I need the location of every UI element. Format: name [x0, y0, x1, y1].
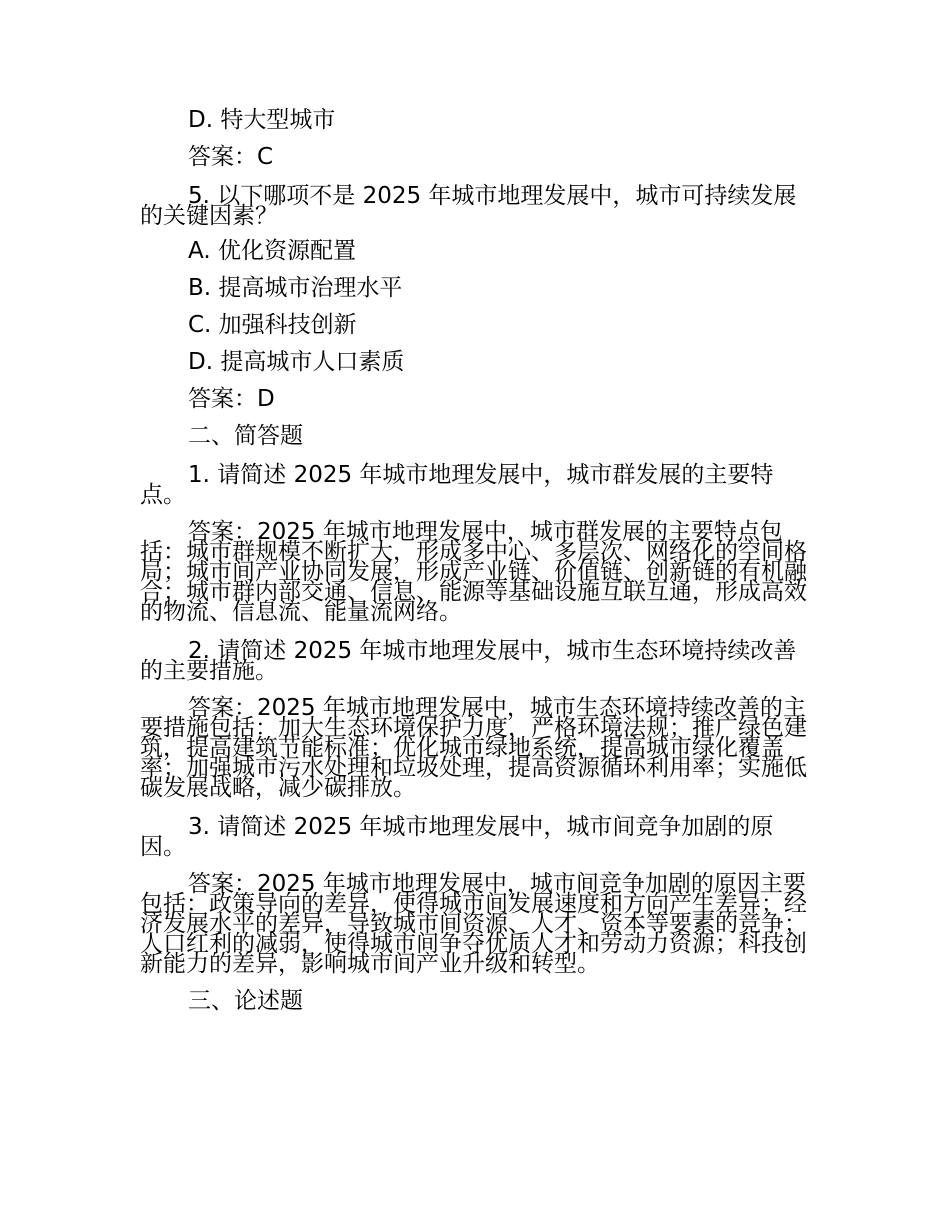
answer-q5: 答案：D [188, 386, 275, 412]
short-answer-answer-2: 答案：2025 年城市地理发展中，城市生态环境持续改善的主要措施包括：加大生态环境保护力度，严格环境法规；推广绿色建筑，提高建筑节能标准；优化城市绿地系统，提高城市绿化覆盖率；加强城市污水处理和垃圾处理，提高资源循环利用率；实施低碳发展战略，减少碳排放。 [140, 695, 807, 801]
option-c-q5: C. 加强科技创新 [188, 312, 357, 338]
document-body [140, 102, 812, 1020]
option-b-q5: B. 提高城市治理水平 [188, 275, 403, 301]
short-answer-answer-1: 答案：2025 年城市地理发展中，城市群发展的主要特点包括：城市群规模不断扩大，形成多中心、多层次、网络化的空间格局；城市间产业协同发展，形成产业链、价值链、创新链的有机融合；城市群内部交通、信息、能源等基础设施互联互通，形成高效的物流、信息流、能量流网络。 [140, 519, 807, 625]
short-answer-answer-3: 答案：2025 年城市地理发展中，城市间竞争加剧的原因主要包括：政策导向的差异，使得城市间发展速度和方向产生差异；经济发展水平的差异，导致城市间资源、人才、资本等要素的竞争；人口红利的减弱，使得城市间争夺优质人才和劳动力资源；科技创新能力的差异，影响城市间产业升级和转型。 [140, 871, 807, 977]
option-d-q5: D. 提高城市人口素质 [188, 349, 405, 375]
section-heading-essay: 三、论述题 [188, 988, 303, 1014]
short-answer-question-3: 3. 请简述 2025 年城市地理发展中，城市间竞争加剧的原因。 [140, 814, 774, 860]
short-answer-question-1: 1. 请简述 2025 年城市地理发展中，城市群发展的主要特点。 [140, 462, 774, 508]
question-5: 5. 以下哪项不是 2025 年城市地理发展中，城市可持续发展的关键因素？ [140, 183, 797, 229]
short-answer-question-2: 2. 请简述 2025 年城市地理发展中，城市生态环境持续改善的主要措施。 [140, 638, 797, 684]
section-heading-short-answer: 二、简答题 [188, 423, 303, 449]
option-d-q4: D. 特大型城市 [188, 107, 336, 133]
answer-q4: 答案：C [188, 144, 274, 170]
option-a-q5: A. 优化资源配置 [188, 238, 356, 264]
